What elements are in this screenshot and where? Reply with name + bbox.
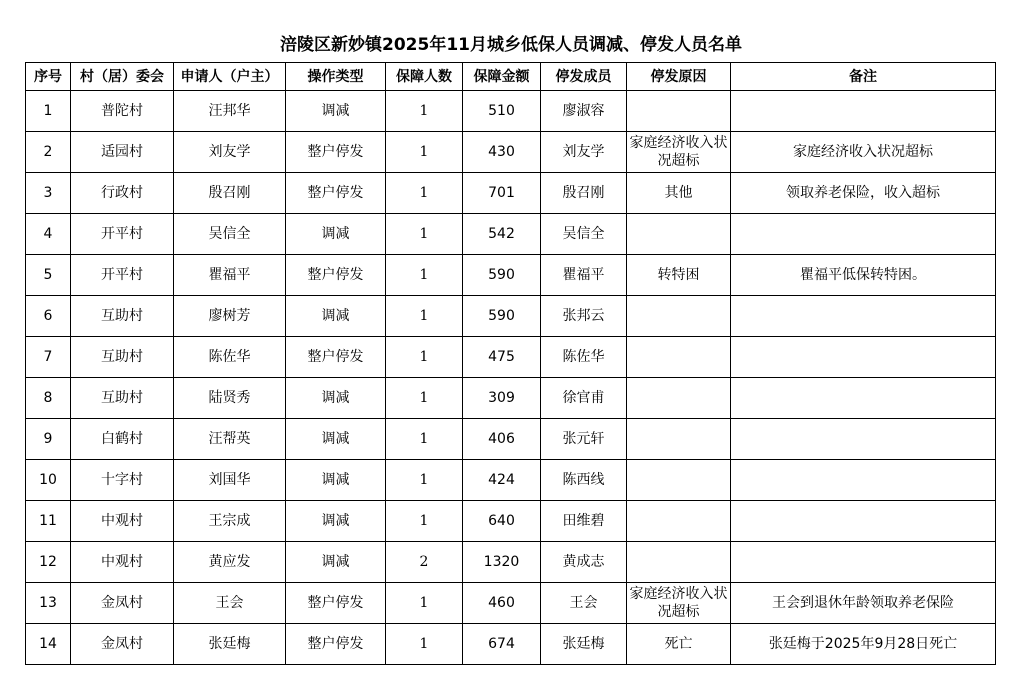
document-title: 涪陵区新妙镇2025年11月城乡低保人员调减、停发人员名单 (280, 35, 742, 55)
cell-reason (627, 501, 731, 542)
cell-village: 普陀村 (71, 91, 174, 132)
cell-reason (627, 378, 731, 419)
cell-operation: 整户停发 (286, 255, 386, 296)
cell-member: 王会 (541, 583, 627, 624)
cell-reason: 家庭经济收入状况超标 (627, 583, 731, 624)
cell-note: 家庭经济收入状况超标 (731, 132, 996, 173)
cell-operation: 调减 (286, 214, 386, 255)
header-row (26, 63, 996, 91)
cell-persons: 1 (386, 337, 463, 378)
cell-operation: 调减 (286, 296, 386, 337)
cell-village: 金凤村 (71, 624, 174, 665)
cell-note: 张廷梅于2025年9月28日死亡 (731, 624, 996, 665)
table-row (26, 624, 996, 665)
cell-village: 开平村 (71, 255, 174, 296)
cell-reason: 死亡 (627, 624, 731, 665)
cell-persons: 1 (386, 419, 463, 460)
cell-note: 领取养老保险，收入超标 (731, 173, 996, 214)
header-persons: 保障人数 (386, 63, 463, 91)
cell-note (731, 501, 996, 542)
cell-reason: 转特困 (627, 255, 731, 296)
cell-amount: 590 (463, 296, 541, 337)
cell-operation: 整户停发 (286, 583, 386, 624)
roster-body (26, 91, 996, 665)
cell-village: 互助村 (71, 378, 174, 419)
cell-persons: 1 (386, 91, 463, 132)
cell-applicant: 陆贤秀 (174, 378, 286, 419)
cell-village: 十字村 (71, 460, 174, 501)
cell-member: 张廷梅 (541, 624, 627, 665)
cell-village: 金凤村 (71, 583, 174, 624)
cell-reason (627, 542, 731, 583)
cell-operation: 整户停发 (286, 624, 386, 665)
cell-member: 张元轩 (541, 419, 627, 460)
cell-seq: 1 (26, 91, 71, 132)
header-seq: 序号 (26, 63, 71, 91)
table-row (26, 378, 996, 419)
cell-applicant: 廖树芳 (174, 296, 286, 337)
cell-operation: 调减 (286, 419, 386, 460)
cell-village: 开平村 (71, 214, 174, 255)
cell-persons: 1 (386, 214, 463, 255)
cell-note (731, 214, 996, 255)
table-row (26, 91, 996, 132)
cell-persons: 1 (386, 460, 463, 501)
cell-operation: 调减 (286, 501, 386, 542)
cell-seq: 8 (26, 378, 71, 419)
cell-amount: 309 (463, 378, 541, 419)
cell-note (731, 419, 996, 460)
cell-persons: 1 (386, 296, 463, 337)
cell-applicant: 刘国华 (174, 460, 286, 501)
cell-seq: 6 (26, 296, 71, 337)
cell-amount: 424 (463, 460, 541, 501)
cell-seq: 10 (26, 460, 71, 501)
cell-reason (627, 91, 731, 132)
cell-applicant: 黄应发 (174, 542, 286, 583)
cell-operation: 调减 (286, 378, 386, 419)
cell-village: 互助村 (71, 337, 174, 378)
cell-applicant: 王宗成 (174, 501, 286, 542)
cell-seq: 9 (26, 419, 71, 460)
cell-persons: 1 (386, 624, 463, 665)
cell-village: 白鹤村 (71, 419, 174, 460)
cell-seq: 2 (26, 132, 71, 173)
cell-reason (627, 337, 731, 378)
cell-reason (627, 214, 731, 255)
cell-operation: 调减 (286, 91, 386, 132)
table-row (26, 583, 996, 624)
cell-member: 田维碧 (541, 501, 627, 542)
header-operation: 操作类型 (286, 63, 386, 91)
table-row (26, 173, 996, 214)
cell-note: 瞿福平低保转特困。 (731, 255, 996, 296)
cell-reason: 家庭经济收入状况超标 (627, 132, 731, 173)
cell-persons: 1 (386, 255, 463, 296)
header-amount: 保障金额 (463, 63, 541, 91)
cell-applicant: 刘友学 (174, 132, 286, 173)
cell-reason (627, 460, 731, 501)
header-village: 村（居）委会 (71, 63, 174, 91)
cell-reason (627, 419, 731, 460)
cell-applicant: 吴信全 (174, 214, 286, 255)
cell-note (731, 296, 996, 337)
cell-applicant: 陈佐华 (174, 337, 286, 378)
table-row (26, 132, 996, 173)
cell-amount: 475 (463, 337, 541, 378)
cell-applicant: 殷召刚 (174, 173, 286, 214)
header-member: 停发成员 (541, 63, 627, 91)
cell-member: 徐官甫 (541, 378, 627, 419)
cell-amount: 406 (463, 419, 541, 460)
table-row (26, 419, 996, 460)
cell-seq: 4 (26, 214, 71, 255)
cell-applicant: 汪邦华 (174, 91, 286, 132)
cell-note (731, 542, 996, 583)
cell-amount: 460 (463, 583, 541, 624)
cell-operation: 整户停发 (286, 132, 386, 173)
cell-operation: 整户停发 (286, 337, 386, 378)
cell-member: 陈佐华 (541, 337, 627, 378)
cell-persons: 1 (386, 173, 463, 214)
roster-table (25, 62, 996, 665)
cell-village: 中观村 (71, 542, 174, 583)
cell-member: 刘友学 (541, 132, 627, 173)
header-note: 备注 (731, 63, 996, 91)
cell-seq: 7 (26, 337, 71, 378)
cell-note: 王会到退休年龄领取养老保险 (731, 583, 996, 624)
cell-seq: 11 (26, 501, 71, 542)
cell-operation: 调减 (286, 460, 386, 501)
cell-seq: 12 (26, 542, 71, 583)
cell-applicant: 王会 (174, 583, 286, 624)
cell-note (731, 460, 996, 501)
cell-member: 吴信全 (541, 214, 627, 255)
cell-member: 黄成志 (541, 542, 627, 583)
cell-member: 瞿福平 (541, 255, 627, 296)
cell-member: 陈西线 (541, 460, 627, 501)
cell-member: 张邦云 (541, 296, 627, 337)
cell-village: 互助村 (71, 296, 174, 337)
cell-village: 适园村 (71, 132, 174, 173)
cell-amount: 701 (463, 173, 541, 214)
table-row (26, 337, 996, 378)
cell-amount: 430 (463, 132, 541, 173)
cell-amount: 1320 (463, 542, 541, 583)
cell-applicant: 汪帮英 (174, 419, 286, 460)
cell-applicant: 瞿福平 (174, 255, 286, 296)
table-row (26, 501, 996, 542)
cell-seq: 13 (26, 583, 71, 624)
cell-operation: 整户停发 (286, 173, 386, 214)
cell-amount: 510 (463, 91, 541, 132)
cell-village: 中观村 (71, 501, 174, 542)
cell-amount: 542 (463, 214, 541, 255)
header-applicant: 申请人（户主） (174, 63, 286, 91)
cell-operation: 调减 (286, 542, 386, 583)
cell-seq: 3 (26, 173, 71, 214)
cell-note (731, 378, 996, 419)
cell-persons: 2 (386, 542, 463, 583)
cell-note (731, 337, 996, 378)
cell-seq: 14 (26, 624, 71, 665)
cell-persons: 1 (386, 583, 463, 624)
cell-member: 廖淑容 (541, 91, 627, 132)
table-row (26, 296, 996, 337)
cell-persons: 1 (386, 501, 463, 542)
cell-persons: 1 (386, 132, 463, 173)
table-row (26, 255, 996, 296)
table-row (26, 542, 996, 583)
cell-note (731, 91, 996, 132)
cell-seq: 5 (26, 255, 71, 296)
header-reason: 停发原因 (627, 63, 731, 91)
cell-reason (627, 296, 731, 337)
cell-amount: 640 (463, 501, 541, 542)
cell-member: 殷召刚 (541, 173, 627, 214)
cell-persons: 1 (386, 378, 463, 419)
table-row (26, 460, 996, 501)
cell-reason: 其他 (627, 173, 731, 214)
cell-village: 行政村 (71, 173, 174, 214)
cell-applicant: 张廷梅 (174, 624, 286, 665)
table-row (26, 214, 996, 255)
cell-amount: 590 (463, 255, 541, 296)
cell-amount: 674 (463, 624, 541, 665)
